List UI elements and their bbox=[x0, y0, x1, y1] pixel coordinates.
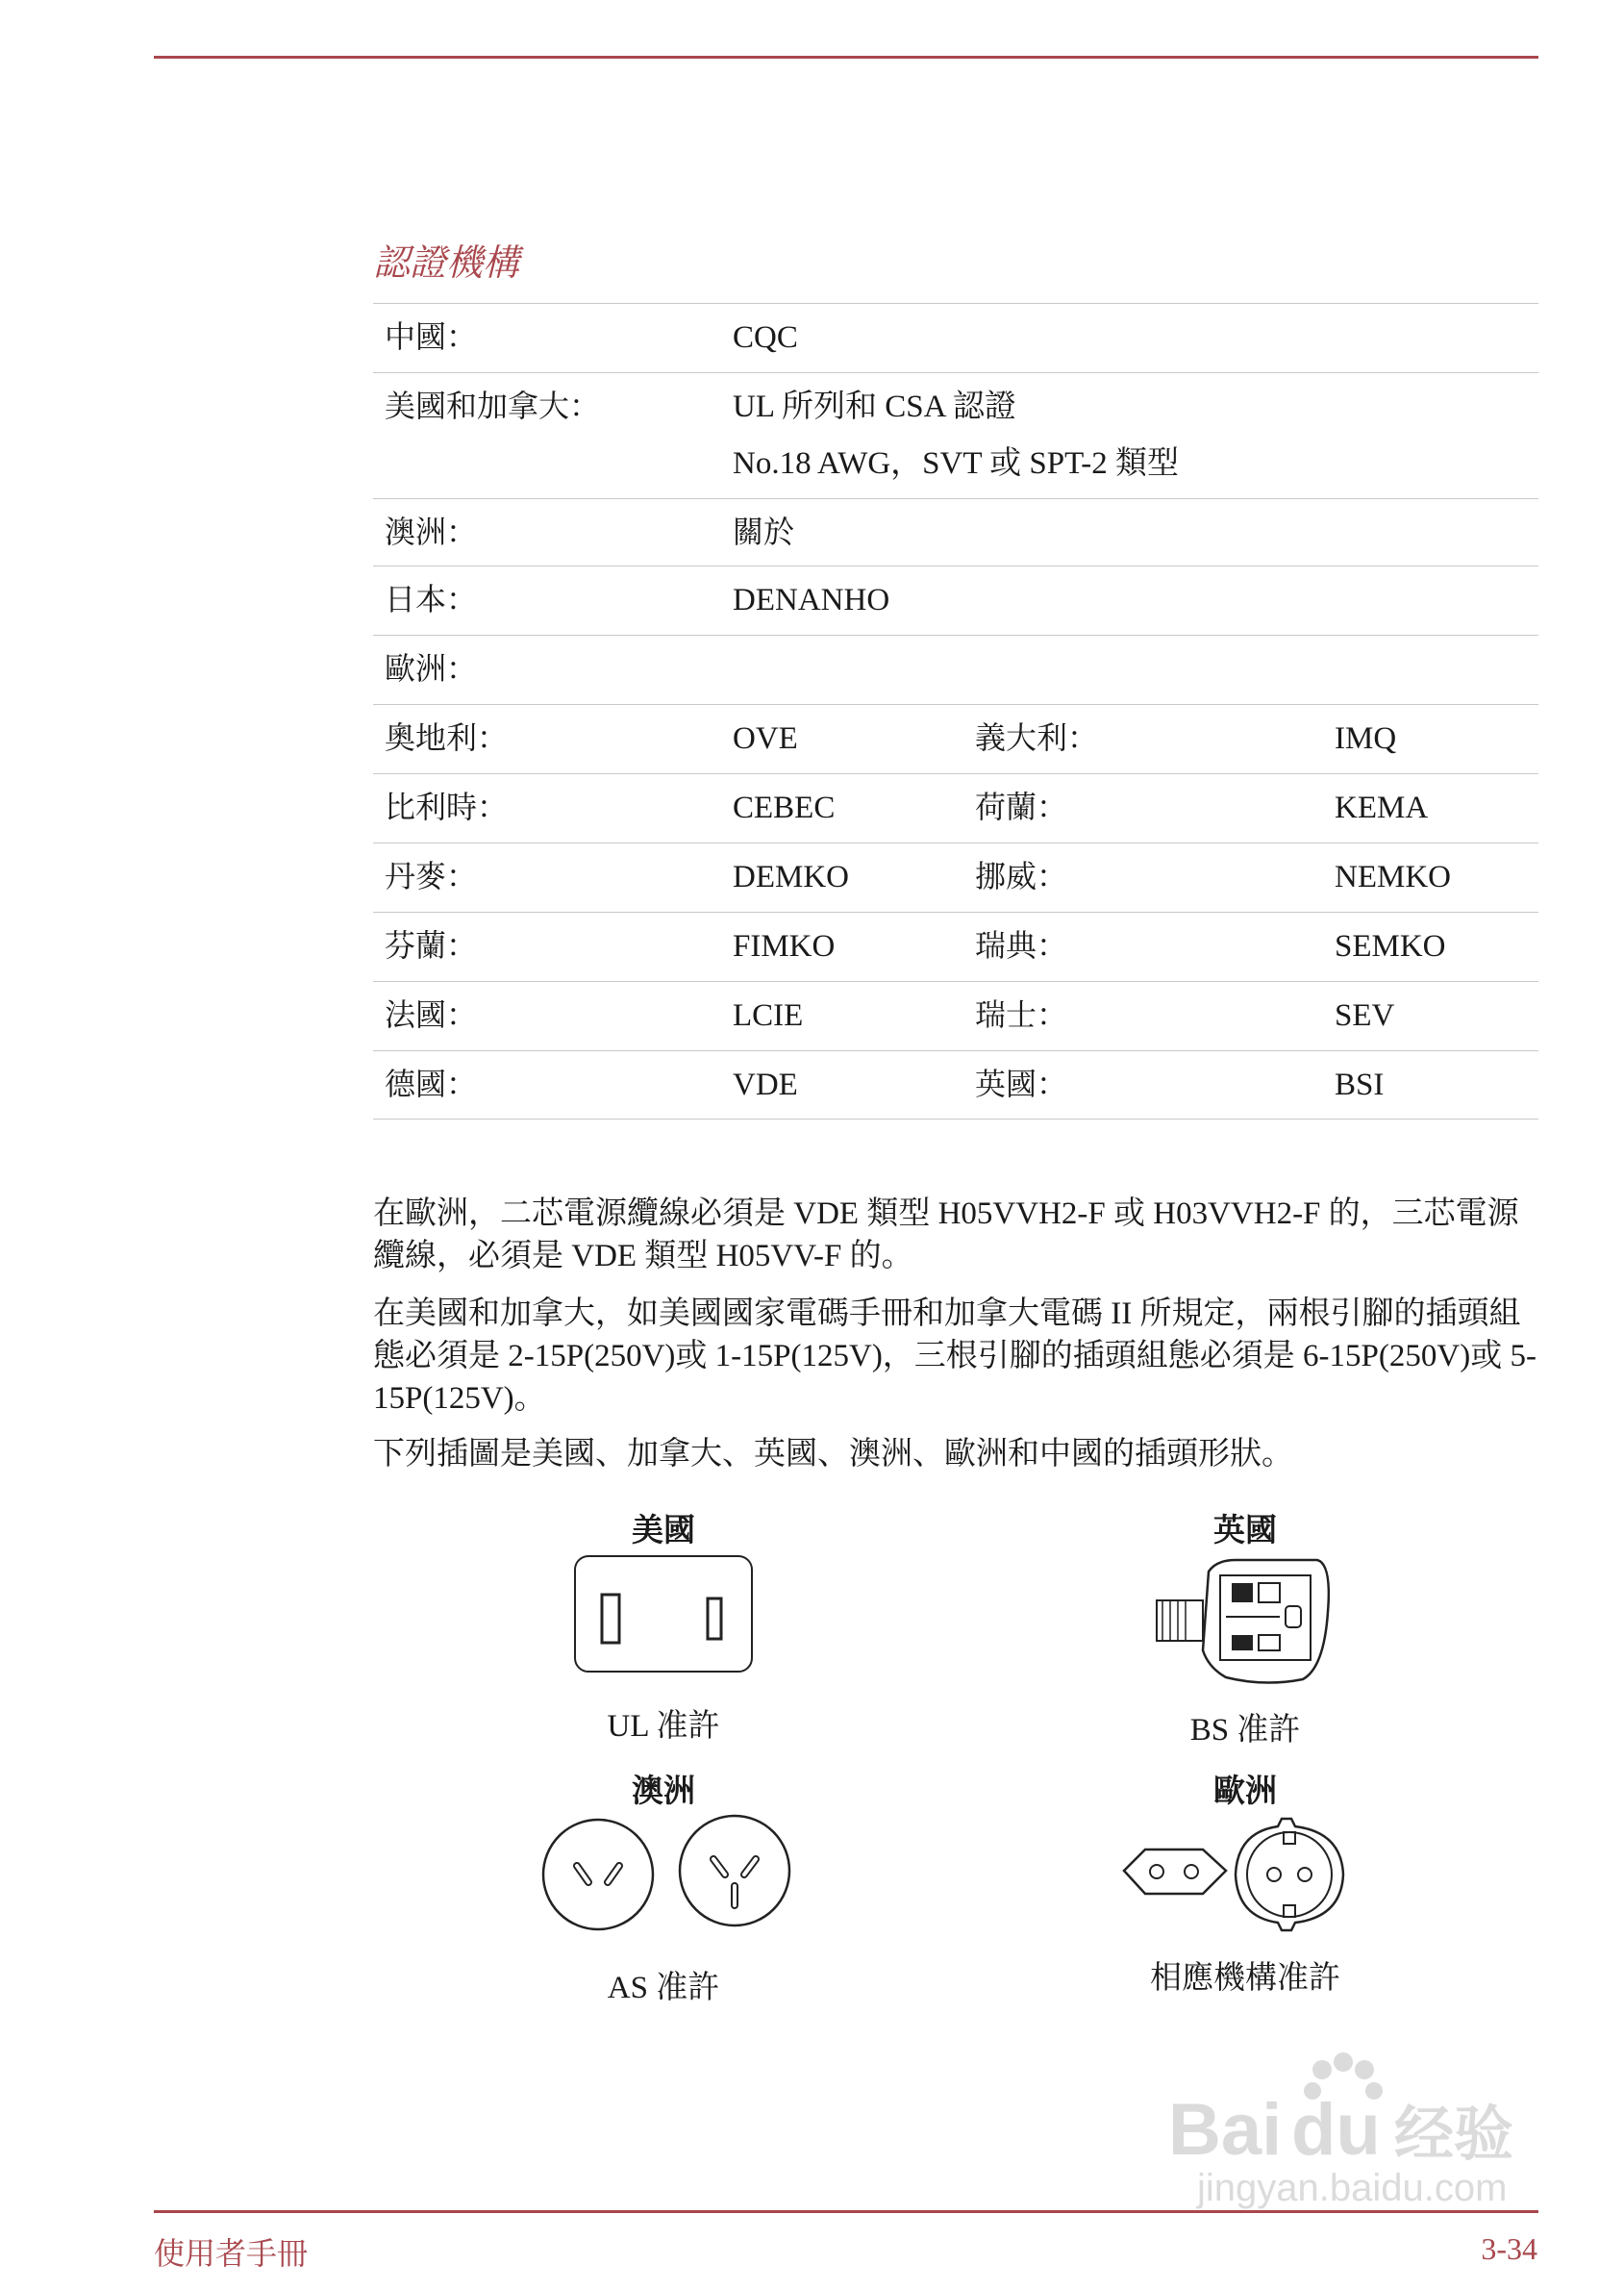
country-label: 丹麥： bbox=[373, 843, 721, 912]
country-label: 日本： bbox=[373, 566, 721, 636]
header-rule bbox=[154, 56, 1538, 59]
country-label: 瑞士： bbox=[963, 981, 1323, 1050]
agency-value: OVE bbox=[721, 705, 963, 774]
country-label: 瑞典： bbox=[963, 912, 1323, 981]
eu-plug-icon bbox=[1120, 1813, 1385, 1938]
au-plug-caption: AS 准許 bbox=[607, 1971, 720, 2005]
paragraph-us-plug: 在美國和加拿大，如美國國家電碼手冊和加拿大電碼 II 所規定，兩根引腳的插頭組態必須是 2-15P(250V)或 1-15P(125V)，三根引腳的插頭組態必須是 6-15P(250V)或 5-15P(125V)。 bbox=[373, 1296, 1537, 1416]
certification-table bbox=[373, 303, 1538, 1120]
table-row bbox=[373, 498, 1538, 566]
table-row bbox=[373, 981, 1538, 1050]
us-plug-icon bbox=[567, 1550, 760, 1677]
agency-value-line2: No.18 AWG，SVT 或 SPT-2 類型 bbox=[733, 445, 1179, 481]
table-row bbox=[373, 843, 1538, 912]
country-label: 法國： bbox=[373, 981, 721, 1050]
country-label: 歐洲： bbox=[373, 636, 721, 705]
baidu-watermark bbox=[1159, 2049, 1543, 2212]
agency-value: FIMKO bbox=[721, 912, 963, 981]
agency-value bbox=[721, 636, 1538, 705]
country-label: 芬蘭： bbox=[373, 912, 721, 981]
au-plug-title: 澳洲 bbox=[632, 1772, 695, 1809]
footer-manual-title: 使用者手冊 bbox=[154, 2235, 309, 2272]
country-label: 英國： bbox=[963, 1050, 1323, 1120]
country-label: 中國： bbox=[373, 304, 721, 373]
country-label: 奧地利： bbox=[373, 705, 721, 774]
us-plug-title: 美國 bbox=[632, 1511, 695, 1548]
uk-plug-title: 英國 bbox=[1213, 1511, 1277, 1548]
agency-value: KEMA bbox=[1323, 773, 1538, 843]
agency-value: SEV bbox=[1323, 981, 1538, 1050]
agency-value: SEMKO bbox=[1323, 912, 1538, 981]
country-label: 挪威： bbox=[963, 843, 1323, 912]
uk-plug-icon bbox=[1149, 1554, 1341, 1689]
agency-value: LCIE bbox=[721, 981, 963, 1050]
watermark-brand2: du bbox=[1291, 2089, 1381, 2171]
paragraph-plug-intro: 下列插圖是美國、加拿大、英國、澳洲、歐洲和中國的插頭形狀。 bbox=[373, 1437, 1293, 1472]
table-row bbox=[373, 1050, 1538, 1120]
us-plug-caption: UL 准許 bbox=[607, 1709, 720, 1744]
footer-page-number: 3-34 bbox=[1481, 2231, 1537, 2266]
uk-plug-caption: BS 准許 bbox=[1189, 1713, 1301, 1748]
watermark-url: jingyan.baidu.com bbox=[1197, 2167, 1508, 2209]
agency-value: NEMKO bbox=[1323, 843, 1538, 912]
agency-value-line1: UL 所列和 CSA 認證 bbox=[733, 389, 1016, 424]
country-label: 荷蘭： bbox=[963, 773, 1323, 843]
table-row bbox=[373, 566, 1538, 636]
agency-value: BSI bbox=[1323, 1050, 1538, 1120]
agency-value: 關於 bbox=[721, 498, 1538, 566]
country-label: 澳洲： bbox=[373, 498, 721, 566]
table-row bbox=[373, 705, 1538, 774]
agency-value: VDE bbox=[721, 1050, 963, 1120]
table-row bbox=[373, 773, 1538, 843]
country-label: 義大利： bbox=[963, 705, 1323, 774]
country-label: 比利時： bbox=[373, 773, 721, 843]
table-row bbox=[373, 636, 1538, 705]
eu-plug-caption: 相應機構准許 bbox=[1150, 1961, 1340, 1996]
country-label: 美國和加拿大： bbox=[373, 372, 721, 498]
agency-value bbox=[721, 372, 1538, 498]
au-plug-icon bbox=[538, 1813, 798, 1938]
eu-plug-title: 歐洲 bbox=[1213, 1772, 1277, 1809]
table-row bbox=[373, 912, 1538, 981]
agency-value: CEBEC bbox=[721, 773, 963, 843]
table-row bbox=[373, 304, 1538, 373]
table-row bbox=[373, 372, 1538, 498]
agency-value: CQC bbox=[721, 304, 1538, 373]
section-title: 認證機構 bbox=[373, 243, 520, 284]
agency-value: DEMKO bbox=[721, 843, 963, 912]
paragraph-eu-cable: 在歐洲，二芯電源纜線必須是 VDE 類型 H05VVH2-F 或 H03VVH2-F 的，三芯電源纜線，必須是 VDE 類型 H05VV-F 的。 bbox=[373, 1196, 1519, 1273]
watermark-brand: Bai bbox=[1168, 2089, 1283, 2171]
watermark-cn: 经验 bbox=[1394, 2099, 1514, 2169]
footer-rule bbox=[154, 2210, 1538, 2213]
agency-value: DENANHO bbox=[721, 566, 1538, 636]
agency-value: IMQ bbox=[1323, 705, 1538, 774]
country-label: 德國： bbox=[373, 1050, 721, 1120]
